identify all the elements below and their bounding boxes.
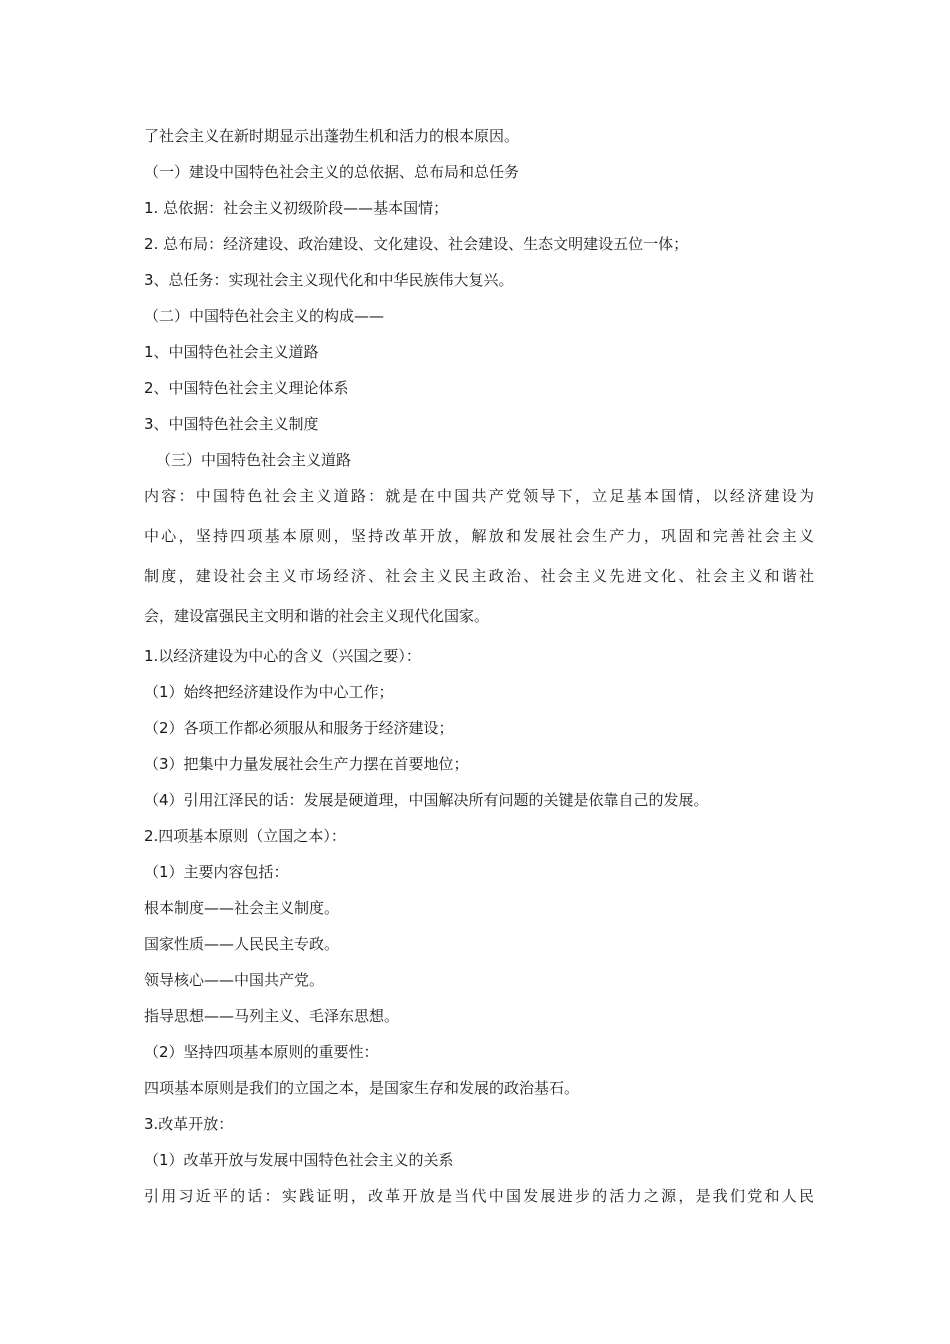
paragraph-line: 了社会主义在新时期显示出蓬勃生机和活力的根本原因。 bbox=[144, 127, 520, 145]
list-item: （2）各项工作都必须服从和服务于经济建设； bbox=[144, 719, 454, 737]
section-heading: （二）中国特色社会主义的构成—— bbox=[144, 307, 385, 325]
list-item: 2. 总布局：经济建设、政治建设、文化建设、社会建设、生态文明建设五位一体； bbox=[144, 235, 689, 253]
paragraph-line: 会，建设富强民主文明和谐的社会主义现代化国家。 bbox=[144, 607, 490, 625]
list-item: 3、中国特色社会主义制度 bbox=[144, 415, 319, 433]
list-item: 2、中国特色社会主义理论体系 bbox=[144, 379, 349, 397]
paragraph-line: 指导思想——马列主义、毛泽东思想。 bbox=[144, 1007, 400, 1025]
list-item: （1）改革开放与发展中国特色社会主义的关系 bbox=[144, 1151, 454, 1169]
paragraph-line: 制度，建设社会主义市场经济、社会主义民主政治、社会主义先进文化、社会主义和谐社 bbox=[144, 567, 814, 585]
subsection-heading: 3.改革开放： bbox=[144, 1115, 234, 1133]
paragraph-line: 中心，坚持四项基本原则，坚持改革开放，解放和发展社会生产力，巩固和完善社会主义 bbox=[144, 527, 814, 545]
paragraph-line: 国家性质——人民民主专政。 bbox=[144, 935, 340, 953]
list-item: 3、总任务：实现社会主义现代化和中华民族伟大复兴。 bbox=[144, 271, 514, 289]
subsection-heading: 1.以经济建设为中心的含义（兴国之要）： bbox=[144, 647, 421, 665]
paragraph-line: 四项基本原则是我们的立国之本，是国家生存和发展的政治基石。 bbox=[144, 1079, 580, 1097]
list-item: （2）坚持四项基本原则的重要性： bbox=[144, 1043, 379, 1061]
paragraph-line: 内容：中国特色社会主义道路：就是在中国共产党领导下，立足基本国情，以经济建设为 bbox=[144, 487, 814, 505]
list-item: 1. 总依据：社会主义初级阶段——基本国情； bbox=[144, 199, 449, 217]
subsection-heading: 2.四项基本原则（立国之本）： bbox=[144, 827, 346, 845]
section-heading: （一）建设中国特色社会主义的总依据、总布局和总任务 bbox=[144, 163, 520, 181]
list-item: （1）主要内容包括： bbox=[144, 863, 289, 881]
paragraph-line: 领导核心——中国共产党。 bbox=[144, 971, 325, 989]
paragraph-line: 引用习近平的话：实践证明，改革开放是当代中国发展进步的活力之源，是我们党和人民 bbox=[144, 1187, 814, 1205]
list-item: （4）引用江泽民的话：发展是硬道理，中国解决所有问题的关键是依靠自己的发展。 bbox=[144, 791, 709, 809]
section-heading: （三）中国特色社会主义道路 bbox=[156, 451, 352, 469]
list-item: 1、中国特色社会主义道路 bbox=[144, 343, 319, 361]
list-item: （3）把集中力量发展社会生产力摆在首要地位； bbox=[144, 755, 469, 773]
list-item: （1）始终把经济建设作为中心工作； bbox=[144, 683, 394, 701]
paragraph-line: 根本制度——社会主义制度。 bbox=[144, 899, 340, 917]
